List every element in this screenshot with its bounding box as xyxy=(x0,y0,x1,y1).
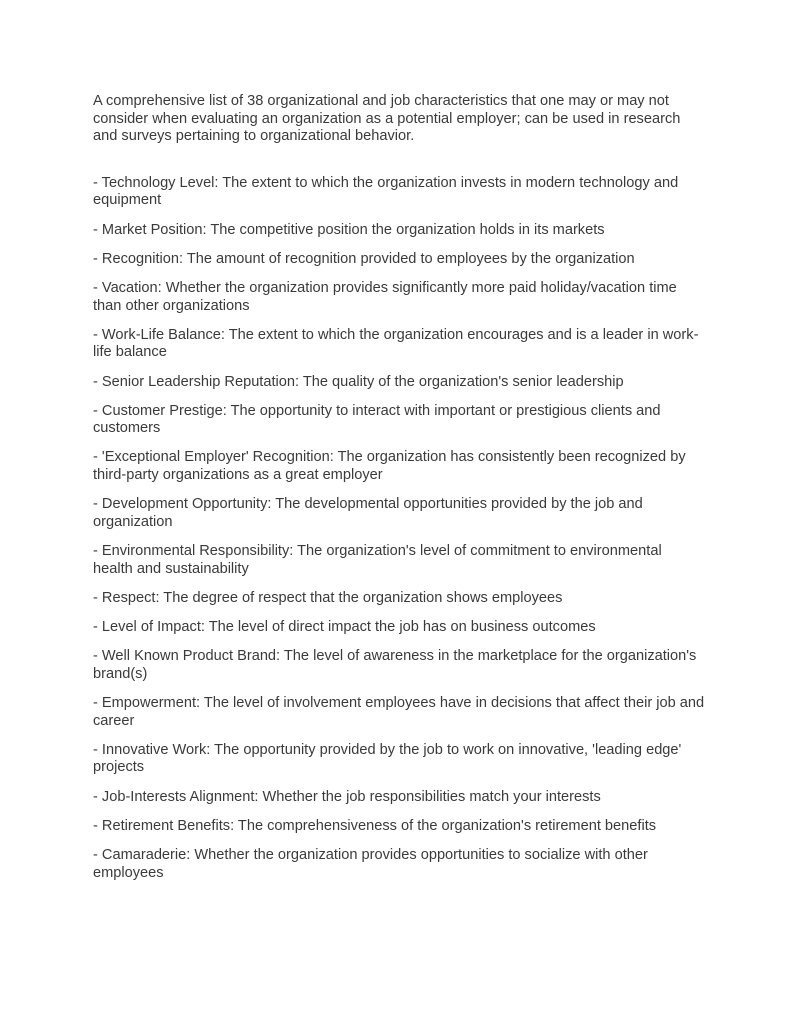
list-item: - Camaraderie: Whether the organization provides opportunities to socialize with other employees xyxy=(93,846,648,881)
list-item: - Market Position: The competitive position the organization holds in its markets xyxy=(93,221,605,238)
list-item: - Work-Life Balance: The extent to which the organization encourages and is a leader in work-life balance xyxy=(93,326,699,361)
list-item: - Level of Impact: The level of direct impact the job has on business outcomes xyxy=(93,619,596,635)
list-item: - Innovative Work: The opportunity provided by the job to work on innovative, 'leading edge' projects xyxy=(93,741,682,776)
list-item: - Development Opportunity: The developmental opportunities provided by the job and organization xyxy=(93,496,643,530)
list-item: - Job-Interests Alignment: Whether the job responsibilities match your interests xyxy=(93,788,601,805)
characteristics-list xyxy=(93,175,705,882)
list-item: - Senior Leadership Reputation: The quality of the organization's senior leadership xyxy=(93,373,624,390)
document-page xyxy=(93,93,705,894)
list-item: - Retirement Benefits: The comprehensiveness of the organization's retirement benefits xyxy=(93,817,657,834)
list-item: - Technology Level: The extent to which the organization invests in modern technology and equipment xyxy=(93,174,679,209)
list-item: - Well Known Product Brand: The level of awareness in the marketplace for the organization's brand(s) xyxy=(93,648,697,682)
list-item: - Customer Prestige: The opportunity to interact with important or prestigious clients and customers xyxy=(93,402,661,437)
list-item: - Recognition: The amount of recognition provided to employees by the organization xyxy=(93,250,635,267)
list-item: - Vacation: Whether the organization provides significantly more paid holiday/vacation time than other organizations xyxy=(93,279,677,314)
list-item: - Empowerment: The level of involvement employees have in decisions that affect their job and career xyxy=(93,694,705,729)
list-item: - Respect: The degree of respect that the organization shows employees xyxy=(93,589,563,606)
list-item: - 'Exceptional Employer' Recognition: The organization has consistently been recognized by third-party organizations as a great employer xyxy=(93,449,686,484)
list-item: - Environmental Responsibility: The organization's level of commitment to environmental health and sustainability xyxy=(93,543,662,577)
intro-paragraph: A comprehensive list of 38 organizational and job characteristics that one may or may not consider when evaluating an organization as a potential employer; can be used in research and surveys pertaining to organizational behavior. xyxy=(93,93,681,145)
